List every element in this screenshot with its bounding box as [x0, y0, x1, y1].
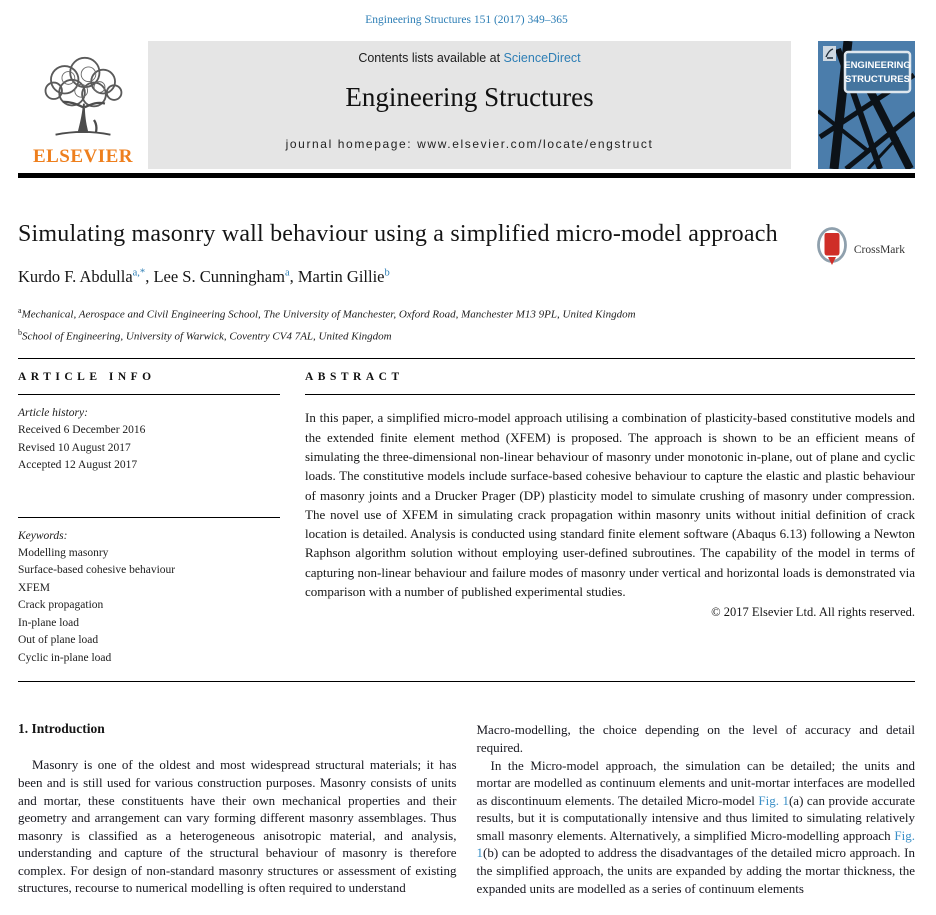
author-line: [18, 267, 915, 287]
affiliation-b: [18, 324, 915, 346]
cover-title-line2: STRUCTURES: [845, 74, 910, 85]
elsevier-logo[interactable]: [18, 41, 148, 169]
crossmark-label: CrossMark: [853, 243, 905, 256]
author-separator: ,: [145, 267, 154, 286]
intro-paragraph: Masonry is one of the oldest and most widespread structural materials; it has been and is still used for various construction purposes. Masonry consists of units and mortar, these constituents have their own mechanical properties and their geometry and arrangement can vary forming different masonry assemblages. Thus masonry is classified as a heterogeneous anisotropic material, and analysis, understanding and capture of the structural behaviour of masonry is therefore complex. For design of non-standard masonry structures or assessment of existing structures, recourse to numerical modelling is often required to understand: [18, 757, 457, 896]
abstract-text: In this paper, a simplified micro-model approach utilising a combination of plasticity-based constitutive models and the extended finite element method (XFEM) is proposed. The approach is shown to be an efficient means of simulating the three-dimensional non-linear behaviour of masonry under monotonic in-plane, out of plane and cyclic loads. The constitutive models include surface-based cohesive behaviour to capture the elastic and plastic behaviour of masonry joints and a Drucker Prager (DP) plasticity model to simulate crushing of masonry under compression. The novel use of XFEM in simulating crack propagation within masonry units without initial definition of crack location is detailed. Analysis is conducted using standard finite element software (Abaqus 6.13) following a Newton Raphson algorithm solution without employing user-defined subroutines. The capability of the model in terms of capturing non-linear behaviour and failure modes of masonry under vertical and horizontal loads is demonstrated via comparison with a number of published experimental studies.: [305, 410, 915, 599]
body-left-column: [18, 721, 457, 897]
author-2-affmark[interactable]: a: [284, 267, 290, 279]
keyword-item: Surface-based cohesive behaviour: [18, 564, 176, 577]
elsevier-tree-icon: [37, 56, 129, 147]
citation-row: [18, 0, 915, 28]
history-received: Received 6 December 2016: [18, 424, 146, 437]
keyword-item: Cyclic in-plane load: [18, 651, 112, 664]
affiliation-a: [18, 302, 915, 324]
journal-banner: [18, 41, 915, 169]
history-revised: Revised 10 August 2017: [18, 441, 131, 454]
contents-prefix: Contents lists available at: [358, 51, 504, 65]
body-right-column: [477, 721, 916, 897]
banner-bottom-rule: [18, 173, 915, 178]
history-label: Article history:: [18, 407, 88, 420]
paragraph-text: (a) can provide accurate results, but it is computationally intensive and thus limited to simulating relatively small masonry elements. Alternatively, a simplified Micro-modelling approach: [476, 792, 915, 843]
banner-center: [148, 41, 791, 169]
body-columns: [18, 721, 915, 897]
contents-line: [148, 51, 791, 65]
author-3-affmark[interactable]: b: [384, 267, 390, 279]
keywords-rule: [18, 517, 280, 518]
figure-1-link[interactable]: Fig. 1: [758, 792, 789, 808]
journal-citation[interactable]: Engineering Structures 151 (2017) 349–365: [365, 14, 568, 26]
continuation-paragraph: Macro-modelling, the choice depending on the level of accuracy and detail required.: [476, 722, 915, 755]
micro-model-paragraph: [477, 757, 916, 898]
abstract-bottom-rule: [18, 681, 915, 682]
keyword-item: XFEM: [18, 581, 50, 594]
author-3[interactable]: Martin Gillie: [297, 267, 385, 286]
crossmark-badge[interactable]: [815, 226, 905, 273]
article-info-rule: [18, 394, 280, 395]
author-2[interactable]: Lee S. Cunningham: [153, 267, 285, 286]
author-1[interactable]: Kurdo F. Abdulla: [18, 267, 133, 286]
article-info-heading: ARTICLE INFO: [18, 371, 156, 384]
journal-homepage-link[interactable]: journal homepage: www.elsevier.com/locate/engstruct: [285, 137, 654, 151]
keywords-label: Keywords:: [18, 529, 68, 542]
crossmark-icon: [815, 226, 849, 273]
keyword-item: Crack propagation: [18, 599, 104, 612]
copyright-line: © 2017 Elsevier Ltd. All rights reserved.: [711, 605, 915, 620]
keyword-item: Out of plane load: [18, 634, 99, 647]
paragraph-text: In the Micro-model approach, the simulation can be detailed; the units and mortar are modelled as continuum elements and unit-mortar interfaces are modelled as discontinuum elements. The detailed Micro-model: [476, 757, 915, 808]
keyword-item: In-plane load: [18, 616, 79, 629]
author-1-affmark[interactable]: a,*: [132, 267, 146, 279]
article-title: Simulating masonry wall behaviour using a simplified micro-model approach: [18, 221, 778, 247]
journal-name: Engineering Structures: [345, 82, 594, 112]
abstract-rule: [305, 394, 915, 395]
abstract-column: [305, 359, 915, 667]
title-row: [18, 218, 915, 256]
article-info-column: [18, 359, 280, 667]
affiliation-b-mark: b: [18, 327, 22, 337]
keyword-item: Modelling masonry: [18, 546, 109, 559]
author-separator: ,: [289, 267, 298, 286]
affiliations: [18, 302, 915, 345]
cover-emblem-icon: [823, 46, 836, 61]
affiliation-b-text: School of Engineering, University of Warwick, Coventry CV4 7AL, United Kingdom: [22, 330, 392, 343]
cover-title-line1: ENGINEERING: [844, 60, 911, 71]
abstract-heading: ABSTRACT: [305, 371, 404, 384]
figure-1-link[interactable]: Fig. 1: [476, 827, 915, 861]
journal-cover[interactable]: [818, 41, 915, 169]
elsevier-wordmark: ELSEVIER: [32, 146, 134, 167]
history-accepted: Accepted 12 August 2017: [18, 459, 138, 472]
section-1-heading: 1. Introduction: [18, 721, 105, 737]
sciencedirect-link[interactable]: ScienceDirect: [503, 51, 581, 65]
affiliation-a-mark: a: [18, 306, 22, 315]
info-abstract-row: [18, 359, 915, 667]
affiliation-a-text: Mechanical, Aerospace and Civil Engineering School, The University of Manchester, Oxford Road, Manchester M13 9PL, United Kingdom: [21, 308, 636, 321]
paragraph-text: (b) can be adopted to address the disadvantages of the detailed micro approach. In the simplified approach, the units are expanded by adding the mortar thickness, the expanded units are modelled as a series of continuum elements: [476, 845, 915, 896]
